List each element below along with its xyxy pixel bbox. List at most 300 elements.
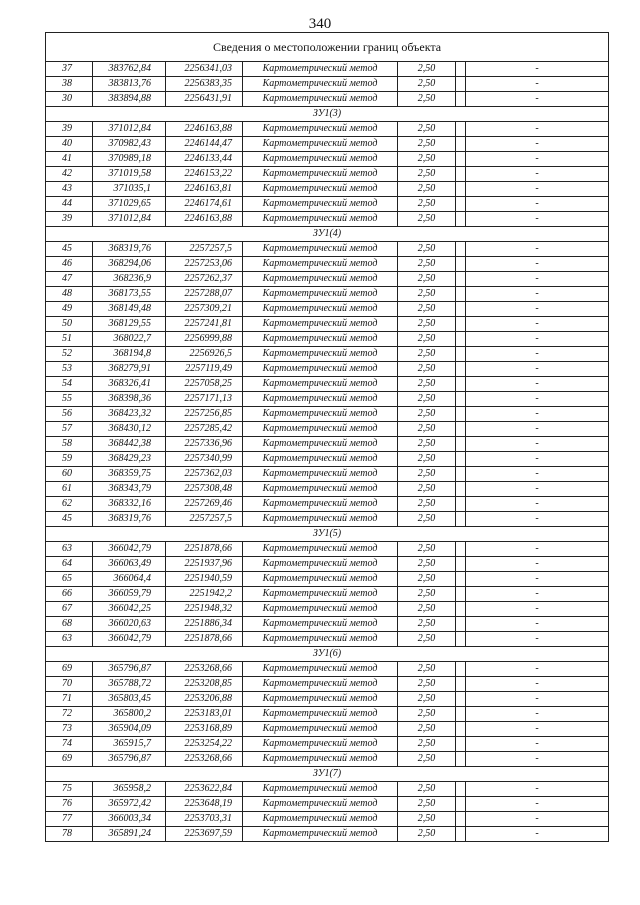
extra-cell	[456, 257, 466, 272]
point-number-cell: 60	[46, 467, 93, 482]
x-coordinate-cell: 366064,4	[93, 572, 166, 587]
x-coordinate-cell: 371012,84	[93, 212, 166, 227]
point-number-cell: 65	[46, 572, 93, 587]
method-cell: Картометрический метод	[243, 92, 398, 107]
x-coordinate-cell: 370982,43	[93, 137, 166, 152]
y-coordinate-cell: 2253208,85	[166, 677, 243, 692]
accuracy-cell: 2,50	[398, 467, 456, 482]
extra-cell	[456, 407, 466, 422]
y-coordinate-cell: 2253697,59	[166, 827, 243, 842]
extra-cell	[456, 602, 466, 617]
x-coordinate-cell: 365958,2	[93, 782, 166, 797]
description-cell: -	[466, 257, 609, 272]
method-cell: Картометрический метод	[243, 452, 398, 467]
boundary-coordinates-table	[45, 32, 609, 842]
extra-cell	[456, 302, 466, 317]
method-cell: Картометрический метод	[243, 662, 398, 677]
point-number-cell: 73	[46, 722, 93, 737]
table-row	[46, 797, 609, 812]
extra-cell	[456, 542, 466, 557]
table-row	[46, 92, 609, 107]
x-coordinate-cell: 365972,42	[93, 797, 166, 812]
extra-cell	[456, 77, 466, 92]
accuracy-cell: 2,50	[398, 272, 456, 287]
accuracy-cell: 2,50	[398, 152, 456, 167]
table-row	[46, 707, 609, 722]
y-coordinate-cell: 2257288,07	[166, 287, 243, 302]
method-cell: Картометрический метод	[243, 437, 398, 452]
accuracy-cell: 2,50	[398, 242, 456, 257]
y-coordinate-cell: 2253622,84	[166, 782, 243, 797]
point-number-cell: 54	[46, 377, 93, 392]
method-cell: Картометрический метод	[243, 692, 398, 707]
x-coordinate-cell: 365800,2	[93, 707, 166, 722]
group-header-row	[46, 527, 609, 542]
table-row	[46, 272, 609, 287]
method-cell: Картометрический метод	[243, 332, 398, 347]
y-coordinate-cell: 2246144,47	[166, 137, 243, 152]
description-cell: -	[466, 782, 609, 797]
group-header-row	[46, 647, 609, 662]
table-row	[46, 257, 609, 272]
point-number-cell: 55	[46, 392, 93, 407]
point-number-cell: 39	[46, 212, 93, 227]
point-number-cell: 72	[46, 707, 93, 722]
y-coordinate-cell: 2253703,31	[166, 812, 243, 827]
table-row	[46, 482, 609, 497]
y-coordinate-cell: 2257269,46	[166, 497, 243, 512]
description-cell: -	[466, 707, 609, 722]
accuracy-cell: 2,50	[398, 137, 456, 152]
method-cell: Картометрический метод	[243, 587, 398, 602]
accuracy-cell: 2,50	[398, 287, 456, 302]
x-coordinate-cell: 368326,41	[93, 377, 166, 392]
accuracy-cell: 2,50	[398, 332, 456, 347]
description-cell: -	[466, 827, 609, 842]
accuracy-cell: 2,50	[398, 407, 456, 422]
table-row	[46, 812, 609, 827]
group-label: ЗУ1(4)	[46, 227, 609, 242]
method-cell: Картометрический метод	[243, 497, 398, 512]
point-number-cell: 70	[46, 677, 93, 692]
description-cell: -	[466, 797, 609, 812]
point-number-cell: 69	[46, 662, 93, 677]
group-label: ЗУ1(5)	[46, 527, 609, 542]
table-row	[46, 572, 609, 587]
extra-cell	[456, 827, 466, 842]
accuracy-cell: 2,50	[398, 602, 456, 617]
point-number-cell: 59	[46, 452, 93, 467]
x-coordinate-cell: 365796,87	[93, 662, 166, 677]
description-cell: -	[466, 662, 609, 677]
accuracy-cell: 2,50	[398, 452, 456, 467]
accuracy-cell: 2,50	[398, 752, 456, 767]
accuracy-cell: 2,50	[398, 557, 456, 572]
table-row	[46, 152, 609, 167]
table-row	[46, 467, 609, 482]
y-coordinate-cell: 2257241,81	[166, 317, 243, 332]
method-cell: Картометрический метод	[243, 512, 398, 527]
x-coordinate-cell: 368442,38	[93, 437, 166, 452]
table-row	[46, 122, 609, 137]
extra-cell	[456, 797, 466, 812]
accuracy-cell: 2,50	[398, 482, 456, 497]
y-coordinate-cell: 2246163,88	[166, 122, 243, 137]
method-cell: Картометрический метод	[243, 167, 398, 182]
description-cell: -	[466, 752, 609, 767]
point-number-cell: 47	[46, 272, 93, 287]
table-row	[46, 557, 609, 572]
accuracy-cell: 2,50	[398, 827, 456, 842]
method-cell: Картометрический метод	[243, 617, 398, 632]
y-coordinate-cell: 2251948,32	[166, 602, 243, 617]
point-number-cell: 56	[46, 407, 93, 422]
point-number-cell: 48	[46, 287, 93, 302]
group-label: ЗУ1(3)	[46, 107, 609, 122]
accuracy-cell: 2,50	[398, 692, 456, 707]
y-coordinate-cell: 2257119,49	[166, 362, 243, 377]
x-coordinate-cell: 365803,45	[93, 692, 166, 707]
description-cell: -	[466, 332, 609, 347]
point-number-cell: 64	[46, 557, 93, 572]
extra-cell	[456, 812, 466, 827]
y-coordinate-cell: 2257309,21	[166, 302, 243, 317]
accuracy-cell: 2,50	[398, 737, 456, 752]
point-number-cell: 77	[46, 812, 93, 827]
table-row	[46, 677, 609, 692]
group-label: ЗУ1(6)	[46, 647, 609, 662]
x-coordinate-cell: 368343,79	[93, 482, 166, 497]
x-coordinate-cell: 371012,84	[93, 122, 166, 137]
table-row	[46, 302, 609, 317]
point-number-cell: 75	[46, 782, 93, 797]
description-cell: -	[466, 557, 609, 572]
extra-cell	[456, 782, 466, 797]
x-coordinate-cell: 365788,72	[93, 677, 166, 692]
table-row	[46, 332, 609, 347]
description-cell: -	[466, 692, 609, 707]
x-coordinate-cell: 383762,84	[93, 62, 166, 77]
x-coordinate-cell: 365904,09	[93, 722, 166, 737]
extra-cell	[456, 362, 466, 377]
x-coordinate-cell: 368423,32	[93, 407, 166, 422]
accuracy-cell: 2,50	[398, 707, 456, 722]
point-number-cell: 62	[46, 497, 93, 512]
extra-cell	[456, 287, 466, 302]
extra-cell	[456, 197, 466, 212]
point-number-cell: 42	[46, 167, 93, 182]
extra-cell	[456, 212, 466, 227]
extra-cell	[456, 92, 466, 107]
accuracy-cell: 2,50	[398, 317, 456, 332]
extra-cell	[456, 572, 466, 587]
x-coordinate-cell: 383813,76	[93, 77, 166, 92]
point-number-cell: 40	[46, 137, 93, 152]
method-cell: Картометрический метод	[243, 152, 398, 167]
x-coordinate-cell: 366042,79	[93, 632, 166, 647]
point-number-cell: 66	[46, 587, 93, 602]
x-coordinate-cell: 366003,34	[93, 812, 166, 827]
x-coordinate-cell: 371019,58	[93, 167, 166, 182]
description-cell: -	[466, 572, 609, 587]
y-coordinate-cell: 2256926,5	[166, 347, 243, 362]
description-cell: -	[466, 437, 609, 452]
accuracy-cell: 2,50	[398, 617, 456, 632]
y-coordinate-cell: 2246163,88	[166, 212, 243, 227]
table-row	[46, 362, 609, 377]
y-coordinate-cell: 2253254,22	[166, 737, 243, 752]
y-coordinate-cell: 2257058,25	[166, 377, 243, 392]
method-cell: Картометрический метод	[243, 287, 398, 302]
description-cell: -	[466, 242, 609, 257]
extra-cell	[456, 662, 466, 677]
description-cell: -	[466, 302, 609, 317]
description-cell: -	[466, 287, 609, 302]
table-row	[46, 347, 609, 362]
y-coordinate-cell: 2253206,88	[166, 692, 243, 707]
y-coordinate-cell: 2257256,85	[166, 407, 243, 422]
method-cell: Картометрический метод	[243, 257, 398, 272]
point-number-cell: 57	[46, 422, 93, 437]
point-number-cell: 63	[46, 632, 93, 647]
extra-cell	[456, 617, 466, 632]
method-cell: Картометрический метод	[243, 302, 398, 317]
extra-cell	[456, 422, 466, 437]
table-row	[46, 632, 609, 647]
accuracy-cell: 2,50	[398, 377, 456, 392]
x-coordinate-cell: 366059,79	[93, 587, 166, 602]
extra-cell	[456, 62, 466, 77]
y-coordinate-cell: 2251940,59	[166, 572, 243, 587]
accuracy-cell: 2,50	[398, 812, 456, 827]
point-number-cell: 63	[46, 542, 93, 557]
table-row	[46, 752, 609, 767]
x-coordinate-cell: 365796,87	[93, 752, 166, 767]
accuracy-cell: 2,50	[398, 122, 456, 137]
x-coordinate-cell: 371035,1	[93, 182, 166, 197]
accuracy-cell: 2,50	[398, 587, 456, 602]
x-coordinate-cell: 368149,48	[93, 302, 166, 317]
description-cell: -	[466, 152, 609, 167]
extra-cell	[456, 752, 466, 767]
description-cell: -	[466, 272, 609, 287]
table-body	[46, 33, 609, 842]
y-coordinate-cell: 2257262,37	[166, 272, 243, 287]
table-row	[46, 212, 609, 227]
y-coordinate-cell: 2257253,06	[166, 257, 243, 272]
table-title: Сведения о местоположении границ объекта	[46, 33, 609, 62]
extra-cell	[456, 737, 466, 752]
accuracy-cell: 2,50	[398, 362, 456, 377]
table-row	[46, 182, 609, 197]
accuracy-cell: 2,50	[398, 542, 456, 557]
extra-cell	[456, 347, 466, 362]
description-cell: -	[466, 737, 609, 752]
extra-cell	[456, 482, 466, 497]
y-coordinate-cell: 2257257,5	[166, 512, 243, 527]
point-number-cell: 71	[46, 692, 93, 707]
group-header-row	[46, 767, 609, 782]
table-row	[46, 137, 609, 152]
accuracy-cell: 2,50	[398, 422, 456, 437]
method-cell: Картометрический метод	[243, 482, 398, 497]
accuracy-cell: 2,50	[398, 347, 456, 362]
y-coordinate-cell: 2257336,96	[166, 437, 243, 452]
y-coordinate-cell: 2246174,61	[166, 197, 243, 212]
x-coordinate-cell: 365891,24	[93, 827, 166, 842]
description-cell: -	[466, 602, 609, 617]
point-number-cell: 38	[46, 77, 93, 92]
extra-cell	[456, 722, 466, 737]
group-label: ЗУ1(7)	[46, 767, 609, 782]
extra-cell	[456, 692, 466, 707]
accuracy-cell: 2,50	[398, 182, 456, 197]
point-number-cell: 44	[46, 197, 93, 212]
y-coordinate-cell: 2251942,2	[166, 587, 243, 602]
description-cell: -	[466, 362, 609, 377]
table-row	[46, 737, 609, 752]
description-cell: -	[466, 422, 609, 437]
point-number-cell: 43	[46, 182, 93, 197]
point-number-cell: 41	[46, 152, 93, 167]
description-cell: -	[466, 812, 609, 827]
x-coordinate-cell: 368332,16	[93, 497, 166, 512]
y-coordinate-cell: 2257362,03	[166, 467, 243, 482]
x-coordinate-cell: 368173,55	[93, 287, 166, 302]
extra-cell	[456, 452, 466, 467]
method-cell: Картометрический метод	[243, 182, 398, 197]
y-coordinate-cell: 2256341,03	[166, 62, 243, 77]
table-row	[46, 317, 609, 332]
extra-cell	[456, 137, 466, 152]
x-coordinate-cell: 368236,9	[93, 272, 166, 287]
table-row	[46, 62, 609, 77]
table-row	[46, 542, 609, 557]
method-cell: Картометрический метод	[243, 737, 398, 752]
y-coordinate-cell: 2253268,66	[166, 662, 243, 677]
x-coordinate-cell: 368194,8	[93, 347, 166, 362]
accuracy-cell: 2,50	[398, 782, 456, 797]
method-cell: Картометрический метод	[243, 377, 398, 392]
method-cell: Картометрический метод	[243, 722, 398, 737]
point-number-cell: 45	[46, 242, 93, 257]
description-cell: -	[466, 182, 609, 197]
x-coordinate-cell: 371029,65	[93, 197, 166, 212]
point-number-cell: 50	[46, 317, 93, 332]
extra-cell	[456, 167, 466, 182]
extra-cell	[456, 317, 466, 332]
accuracy-cell: 2,50	[398, 572, 456, 587]
y-coordinate-cell: 2256431,91	[166, 92, 243, 107]
description-cell: -	[466, 317, 609, 332]
method-cell: Картометрический метод	[243, 392, 398, 407]
point-number-cell: 46	[46, 257, 93, 272]
method-cell: Картометрический метод	[243, 347, 398, 362]
y-coordinate-cell: 2257340,99	[166, 452, 243, 467]
table-row	[46, 512, 609, 527]
table-row	[46, 377, 609, 392]
table-row	[46, 692, 609, 707]
extra-cell	[456, 377, 466, 392]
method-cell: Картометрический метод	[243, 632, 398, 647]
extra-cell	[456, 707, 466, 722]
extra-cell	[456, 182, 466, 197]
accuracy-cell: 2,50	[398, 392, 456, 407]
accuracy-cell: 2,50	[398, 722, 456, 737]
point-number-cell: 49	[46, 302, 93, 317]
table-row	[46, 422, 609, 437]
method-cell: Картометрический метод	[243, 572, 398, 587]
description-cell: -	[466, 62, 609, 77]
x-coordinate-cell: 368319,76	[93, 512, 166, 527]
accuracy-cell: 2,50	[398, 632, 456, 647]
point-number-cell: 53	[46, 362, 93, 377]
extra-cell	[456, 272, 466, 287]
description-cell: -	[466, 512, 609, 527]
extra-cell	[456, 152, 466, 167]
description-cell: -	[466, 377, 609, 392]
group-header-row	[46, 107, 609, 122]
x-coordinate-cell: 366042,79	[93, 542, 166, 557]
group-header-row	[46, 227, 609, 242]
description-cell: -	[466, 407, 609, 422]
extra-cell	[456, 587, 466, 602]
x-coordinate-cell: 366020,63	[93, 617, 166, 632]
method-cell: Картометрический метод	[243, 827, 398, 842]
point-number-cell: 78	[46, 827, 93, 842]
x-coordinate-cell: 368279,91	[93, 362, 166, 377]
description-cell: -	[466, 212, 609, 227]
extra-cell	[456, 437, 466, 452]
description-cell: -	[466, 92, 609, 107]
table-row	[46, 782, 609, 797]
x-coordinate-cell: 368398,36	[93, 392, 166, 407]
method-cell: Картометрический метод	[243, 467, 398, 482]
description-cell: -	[466, 467, 609, 482]
extra-cell	[456, 392, 466, 407]
x-coordinate-cell: 368429,23	[93, 452, 166, 467]
accuracy-cell: 2,50	[398, 797, 456, 812]
point-number-cell: 68	[46, 617, 93, 632]
accuracy-cell: 2,50	[398, 662, 456, 677]
extra-cell	[456, 677, 466, 692]
x-coordinate-cell: 365915,7	[93, 737, 166, 752]
method-cell: Картометрический метод	[243, 782, 398, 797]
method-cell: Картометрический метод	[243, 212, 398, 227]
table-row	[46, 287, 609, 302]
table-row	[46, 587, 609, 602]
description-cell: -	[466, 197, 609, 212]
accuracy-cell: 2,50	[398, 497, 456, 512]
y-coordinate-cell: 2257308,48	[166, 482, 243, 497]
x-coordinate-cell: 366042,25	[93, 602, 166, 617]
y-coordinate-cell: 2253648,19	[166, 797, 243, 812]
accuracy-cell: 2,50	[398, 197, 456, 212]
method-cell: Картометрический метод	[243, 422, 398, 437]
table-row	[46, 827, 609, 842]
accuracy-cell: 2,50	[398, 257, 456, 272]
y-coordinate-cell: 2246133,44	[166, 152, 243, 167]
y-coordinate-cell: 2257171,13	[166, 392, 243, 407]
point-number-cell: 74	[46, 737, 93, 752]
table-title-row	[46, 33, 609, 62]
description-cell: -	[466, 347, 609, 362]
description-cell: -	[466, 632, 609, 647]
description-cell: -	[466, 587, 609, 602]
table-row	[46, 242, 609, 257]
method-cell: Картометрический метод	[243, 317, 398, 332]
y-coordinate-cell: 2256999,88	[166, 332, 243, 347]
